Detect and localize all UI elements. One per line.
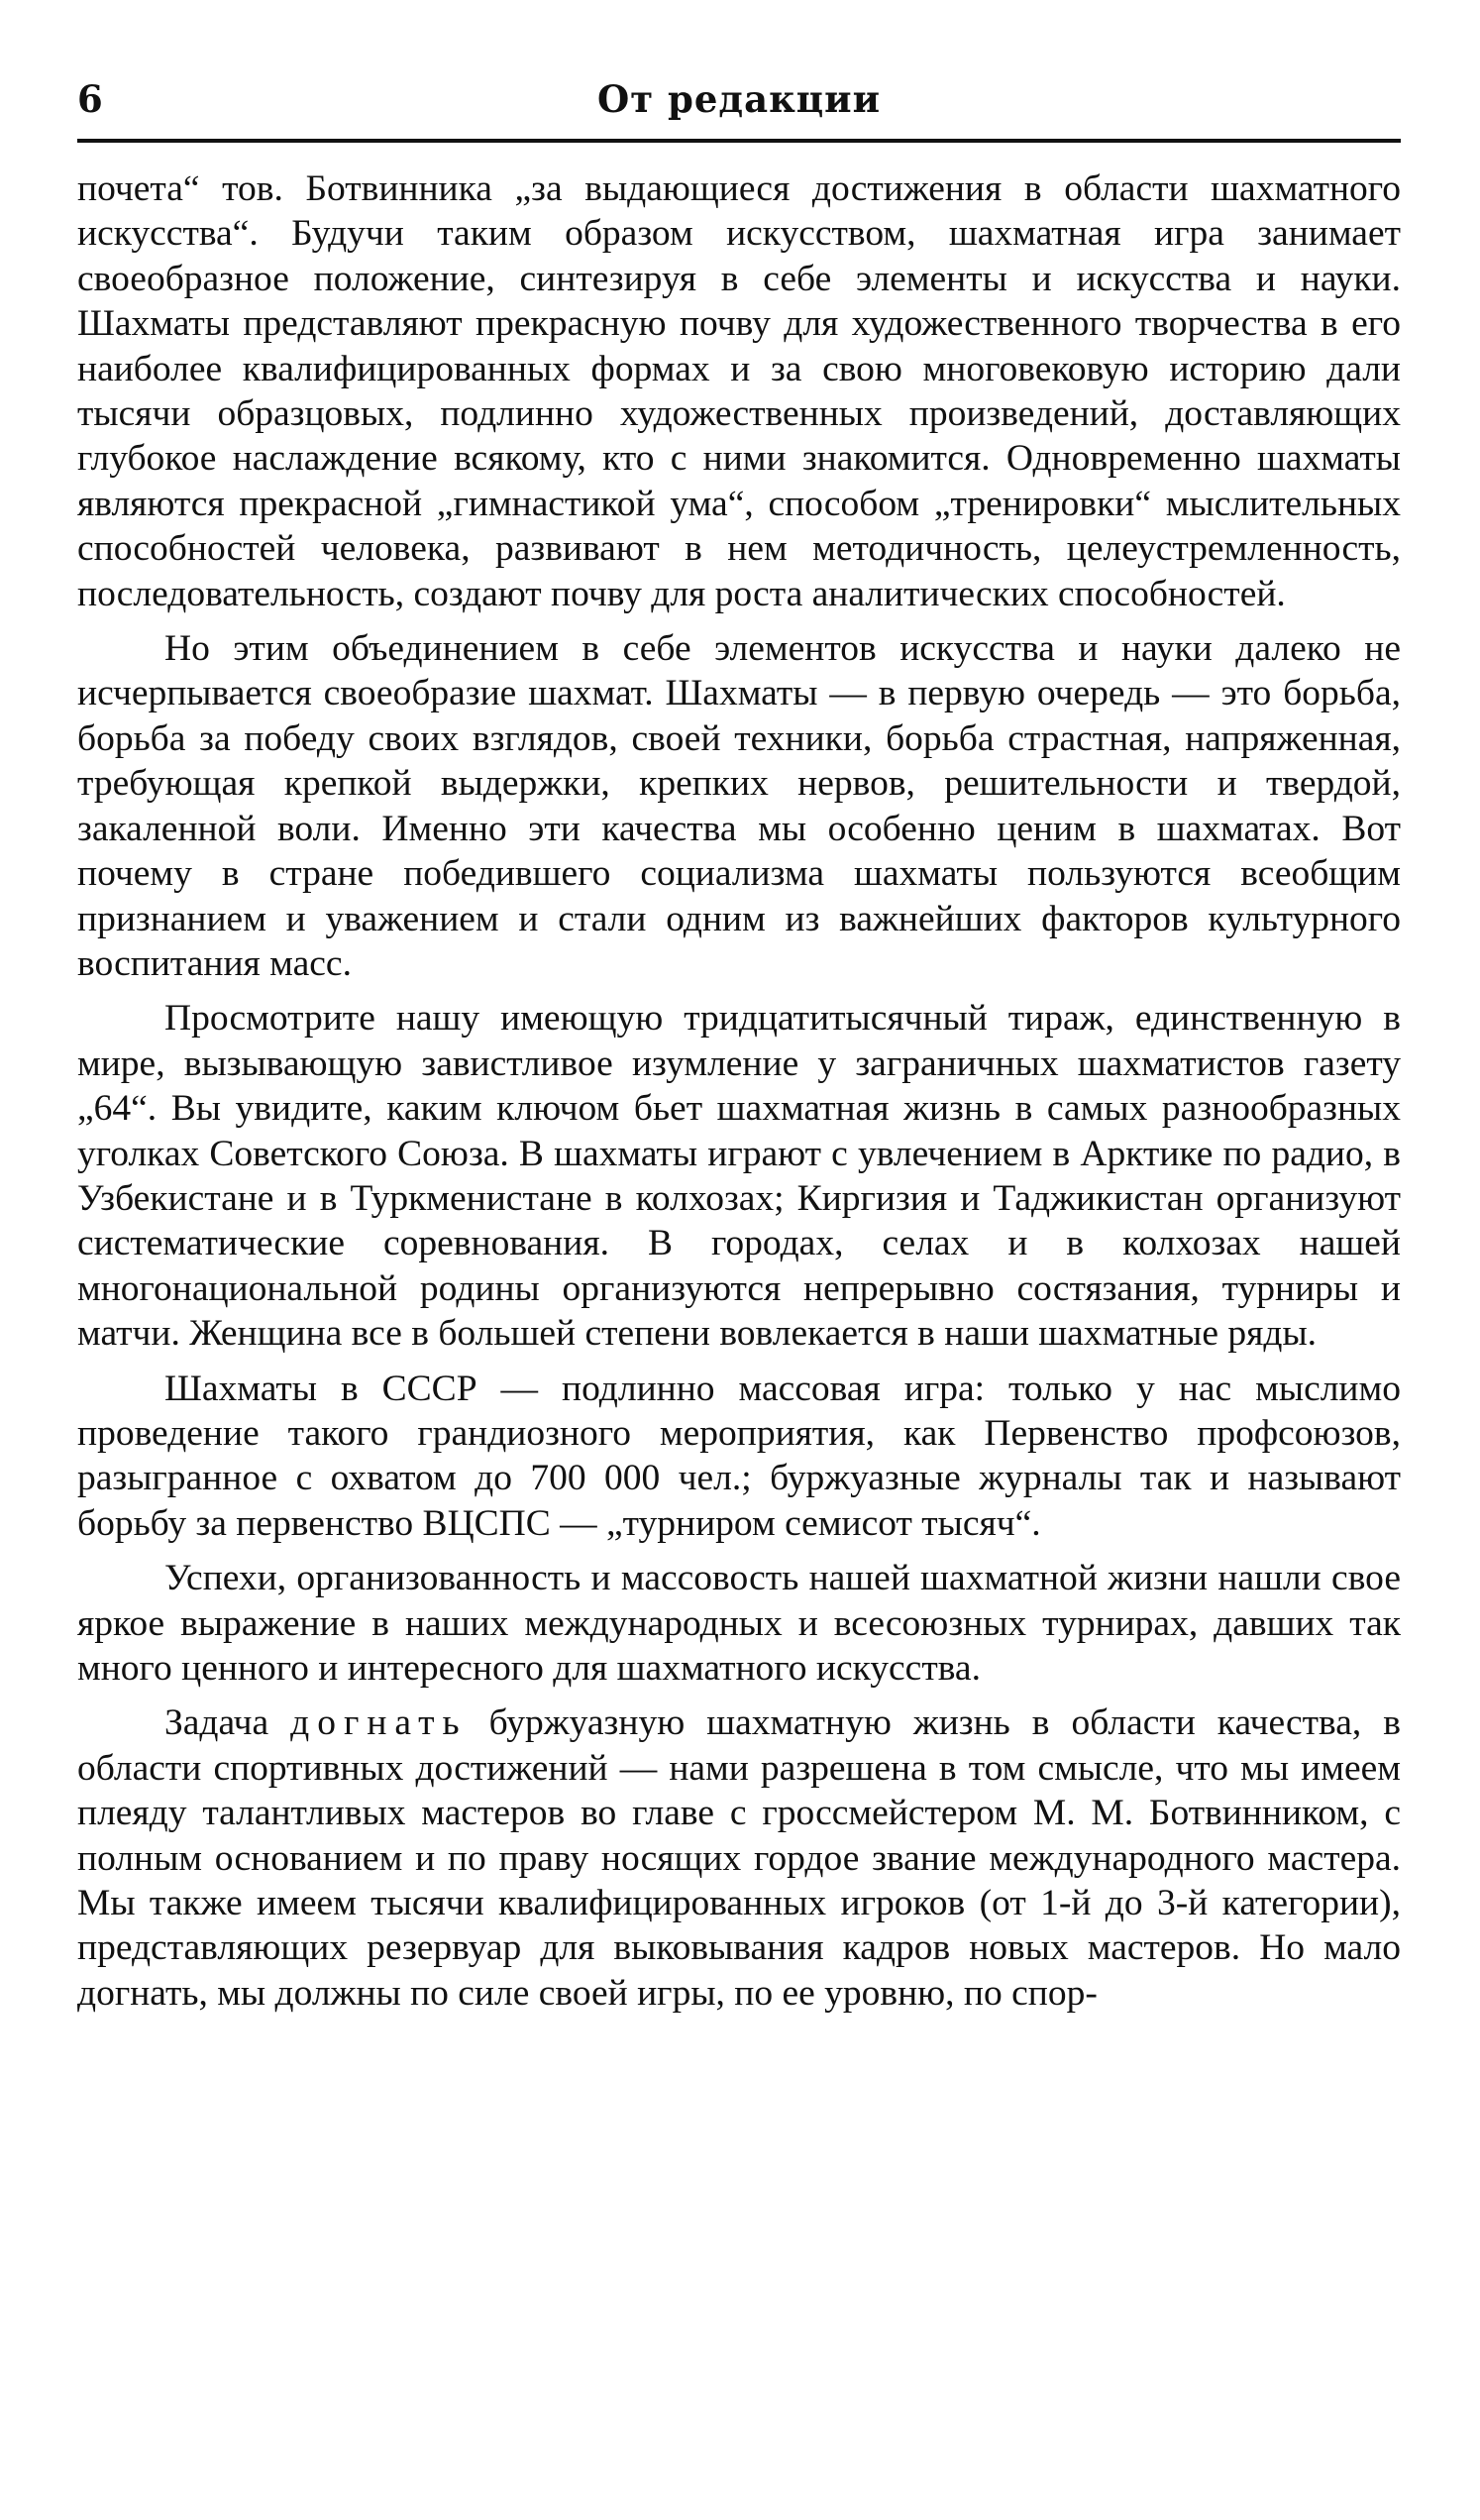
paragraph-4: Шахматы в СССР — подлинно массовая игра: только у нас мыслимо проведение такого грандиозного мероприятия, как Первенство профсоюзов, разыгранное с охватом до 700 000 чел.; буржуазные журналы так и называют борьбу за первенство ВЦСПС — „турниром семисот тысяч“.	[77, 1368, 1401, 1544]
header-rule	[77, 139, 1401, 143]
paragraph-6-emphasis: догнать	[290, 1702, 468, 1744]
book-page	[77, 69, 1401, 2026]
paragraph-6-rest: буржуазную шахматную жизнь в области качества, в области спортивных достижений — нами разрешена в том смысле, что мы имеем плеяду талантливых мастеров во главе с гроссмейстером М. М. Ботвинником, с полным основанием и по праву носящих гордое звание международного мастера. Мы также имеем тысячи квалифицированных игроков (от 1-й до 3-й категории), представляющих резервуар для выковывания кадров новых мастеров. Но мало догнать, мы должны по силе своей игры, по ее уровню, по спор-	[77, 1702, 1401, 2014]
paragraph-6-lead: Задача	[164, 1702, 291, 1744]
section-title: От редакции	[596, 77, 882, 121]
paragraph-6	[77, 1700, 1401, 2016]
paragraph-1: почета“ тов. Ботвинника „за выдающиеся достижения в области шахматного искусства“. Будучи таким образом искусством, шахматная игра занимает своеобразное положение, синтезируя в себе элементы и искусства и науки. Шахматы представляют прекрасную почву для художественного творчества в его наиболее квалифицированных формах и за свою многовековую историю дали тысячи образцовых, подлинно художественных произведений, доставляющих глубокое наслаждение всякому, кто с ними знакомится. Одновременно шахматы являются прекрасной „гимнастикой ума“, способом „тренировки“ мыслительных способностей человека, развивают в нем методичность, целеустремленность, последовательность, создают почву для роста аналитических способностей.	[77, 168, 1401, 614]
body-text	[77, 166, 1401, 2016]
paragraph-5: Успехи, организованность и массовость нашей шахматной жизни нашли свое яркое выражение в наших международных и всесоюзных турнирах, давших так много ценного и интересного для шахматного искусства.	[77, 1558, 1401, 1689]
paragraph-2: Но этим объединением в себе элементов искусства и науки далеко не исчерпывается своеобразие шахмат. Шахматы — в первую очередь — это борьба, борьба за победу своих взглядов, своей техники, борьба страстная, напряженная, требующая крепкой выдержки, крепких нервов, решительности и твердой, закаленной воли. Именно эти качества мы особенно ценим в шахматах. Вот почему в стране победившего социализма шахматы пользуются всеобщим признанием и уважением и стали одним из важнейших факторов культурного воспитания масс.	[77, 628, 1401, 984]
running-head	[77, 69, 1401, 127]
paragraph-3: Просмотрите нашу имеющую тридцатитысячный тираж, единственную в мире, вызывающую завистливое изумление у заграничных шахматистов газету „64“. Вы увидите, каким ключом бьет шахматная жизнь в самых разнообразных уголках Советского Союза. В шахматы играют с увлечением в Арктике по радио, в Узбекистане и в Туркменистане в колхозах; Киргизия и Таджикистан организуют систематические соревнования. В городах, селах и в колхозах нашей многонациональной родины организуются непрерывно состязания, турниры и матчи. Женщина все в большей степени вовлекается в наши шахматные ряды.	[77, 998, 1401, 1355]
page-number: 6	[77, 77, 103, 121]
